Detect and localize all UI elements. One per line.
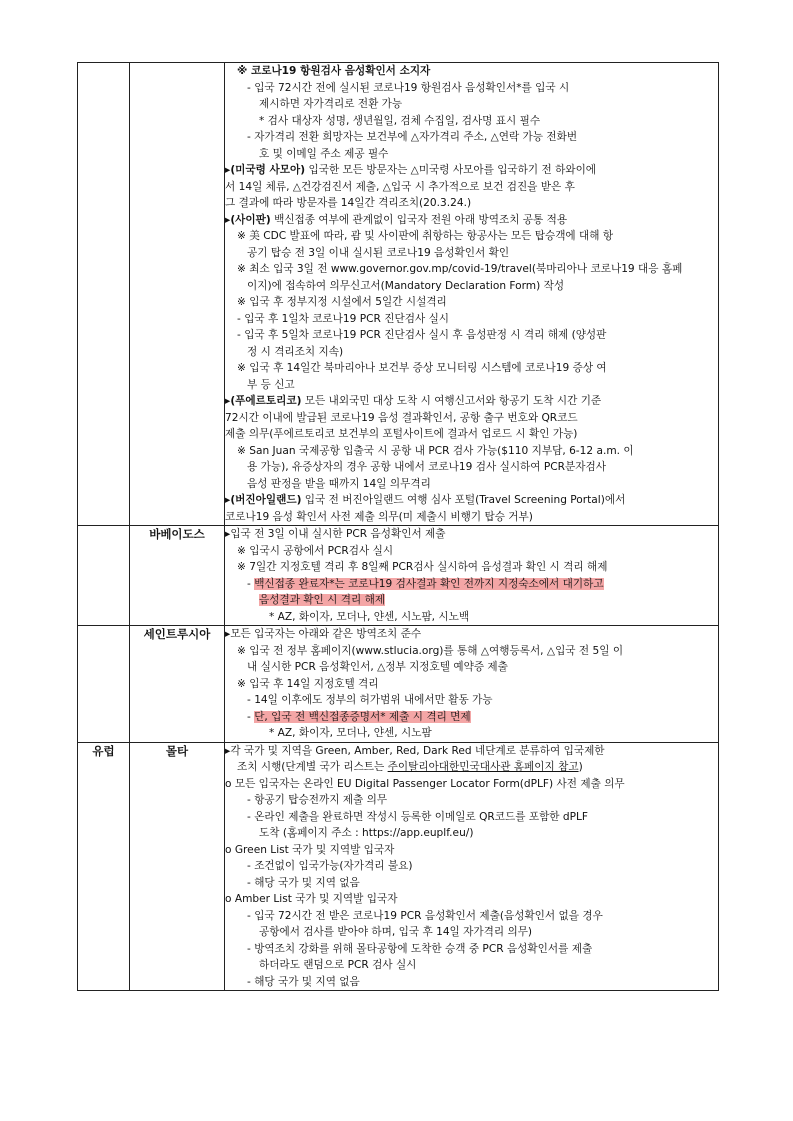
text-line [225, 809, 718, 826]
text-line [225, 426, 718, 443]
text-line [225, 294, 718, 311]
text-line [225, 278, 718, 295]
text-segment: - 온라인 제출을 완료하면 작성시 등록한 이메일로 QR코드를 포함한 dPLF [247, 810, 589, 823]
text-segment: ※ 입국시 공항에서 PCR검사 실시 [237, 544, 394, 557]
text-line [225, 195, 718, 212]
text-segment: 하더라도 랜덤으로 PCR 검사 실시 [259, 959, 417, 971]
region-cell [78, 526, 130, 626]
text-line [225, 96, 718, 113]
text-segment: 호 및 이메일 주소 제공 필수 [259, 147, 389, 160]
text-segment: ※ 7일간 지정호텔 격리 후 8일째 PCR검사 실시하여 음성결과 확인 시 격리 해제 [237, 561, 608, 573]
text-segment: ▸ [225, 395, 231, 407]
text-line [225, 609, 718, 626]
text-segment: ) [578, 761, 583, 773]
text-segment: 용 가능), 유증상자의 경우 공항 내에서 코로나19 검사 실시하여 PCR분자검사 [247, 461, 606, 473]
text-segment: 입국한 모든 방문자는 △미국령 사모아를 입국하기 전 하와이에 [305, 164, 597, 176]
text-segment: 그 결과에 따라 방문자를 14일간 격리조치(20.3.24.) [225, 197, 472, 209]
text-line [225, 576, 718, 593]
highlighted-text: 단, 입국 전 백신접종증명서* 제출 시 격리 면제 [254, 710, 471, 723]
text-line [225, 957, 718, 974]
text-line [225, 245, 718, 262]
text-line [225, 709, 718, 726]
text-line [225, 113, 718, 130]
text-segment: - 조건없이 입국가능(자가격리 불요) [247, 860, 413, 872]
text-segment: 모든 내외국민 대상 도착 시 여행신고서와 항공기 도착 시간 기준 [301, 395, 602, 407]
text-segment: o Green List 국가 및 지역발 입국자 [225, 843, 395, 856]
text-line [225, 526, 718, 543]
text-segment: 백신접종 여부에 관계없이 입국자 전원 아래 방역조치 공통 적용 [270, 213, 568, 226]
text-line [225, 228, 718, 245]
table-row [78, 626, 719, 743]
text-segment: 음성 판정을 받을 때까지 14일 의무격리 [247, 477, 431, 490]
text-segment: o 모든 입국자는 온라인 EU Digital Passenger Locator Form(dPLF) 사전 제출 의무 [225, 777, 625, 790]
text-line [225, 261, 718, 278]
text-segment: ▸입국 전 3일 이내 실시한 PCR 음성확인서 제출 [225, 528, 446, 540]
text-line [225, 759, 718, 776]
text-line [225, 63, 718, 80]
text-segment: - 자가격리 전환 희망자는 보건부에 △자가격리 주소, △연락 가능 전화번 [247, 131, 578, 143]
highlighted-text: 음성결과 확인 시 격리 해제 [259, 594, 386, 606]
text-segment: * AZ, 화이자, 모더나, 얀센, 시노팜, 시노백 [269, 610, 470, 623]
text-line [225, 377, 718, 394]
text-segment: - 입국 72시간 전 받은 코로나19 PCR 음성확인서 제출(음성확인서 없을 경우 [247, 909, 603, 922]
text-line [225, 626, 718, 643]
text-line [225, 825, 718, 842]
text-segment: - 14일 이후에도 정부의 허가범위 내에서만 활동 가능 [247, 694, 493, 706]
table-row [78, 742, 719, 991]
text-line [225, 476, 718, 493]
text-segment: - [247, 577, 255, 590]
text-line [225, 443, 718, 460]
text-segment: 정 시 격리조치 지속) [247, 345, 344, 358]
text-segment: 72시간 이내에 발급된 코로나19 음성 결과확인서, 공항 출구 번호와 QR코드 [225, 411, 578, 424]
text-line [225, 80, 718, 97]
text-line [225, 858, 718, 875]
text-line [225, 891, 718, 908]
text-segment: - 입국 후 5일차 코로나19 PCR 진단검사 실시 후 음성판정 시 격리 해제 (양성판 [237, 329, 607, 341]
text-segment: ▸ [225, 494, 231, 506]
text-segment: o Amber List 국가 및 지역발 입국자 [225, 893, 398, 905]
text-line [225, 393, 718, 410]
text-line [225, 676, 718, 693]
text-line [225, 212, 718, 229]
text-segment: 코로나19 음성 확인서 사전 제출 의무(미 제출시 비행기 탑승 거부) [225, 510, 533, 523]
country-cell [130, 63, 225, 526]
text-line [225, 792, 718, 809]
content-cell [225, 526, 719, 626]
text-segment: - 항공기 탑승전까지 제출 의무 [247, 794, 388, 806]
text-line [225, 327, 718, 344]
text-segment: 부 등 신고 [247, 378, 295, 391]
text-line [225, 592, 718, 609]
text-line [225, 908, 718, 925]
text-line [225, 410, 718, 427]
text-segment: 입국 전 버진아일랜드 여행 심사 포털(Travel Screening Portal)에서 [301, 494, 626, 506]
text-segment: ▸모든 입국자는 아래와 같은 방역조치 준수 [225, 628, 422, 640]
text-segment: 도착 (홈페이지 주소 : https://app.euplf.eu/) [259, 827, 474, 839]
text-line [225, 776, 718, 793]
table-row [78, 526, 719, 626]
text-line [225, 974, 718, 991]
text-segment: ▸ [225, 164, 231, 176]
text-line [225, 492, 718, 509]
region-cell: 유럽 [78, 742, 130, 991]
text-line [225, 360, 718, 377]
text-segment: - 방역조치 강화를 위해 몰타공항에 도착한 승객 중 PCR 음성확인서를 제출 [247, 942, 593, 955]
content-cell [225, 63, 719, 526]
text-line [225, 875, 718, 892]
region-cell [78, 626, 130, 743]
text-line [225, 162, 718, 179]
text-line [225, 509, 718, 526]
text-segment: * 검사 대상자 성명, 생년월일, 검체 수집일, 검사명 표시 필수 [259, 114, 541, 127]
table-row [78, 63, 719, 526]
text-segment: 공항에서 검사를 받아야 하며, 입국 후 14일 자가격리 의무) [259, 926, 533, 938]
text-segment: 이지)에 접속하여 의무신고서(Mandatory Declaration Form) 작성 [247, 279, 565, 292]
text-segment: (사이판) [230, 213, 271, 226]
text-segment: 서 14일 체류, △건강검진서 제출, △입국 시 추가적으로 보건 검진을 받은 후 [225, 180, 575, 193]
text-line [225, 559, 718, 576]
text-segment: ※ 입국 후 14일 지정호텔 격리 [237, 677, 379, 690]
text-segment: (버진아일랜드) [230, 494, 302, 506]
text-line [225, 311, 718, 328]
text-segment: 조치 시행(단계별 국가 리스트는 [237, 761, 388, 773]
content-cell [225, 626, 719, 743]
text-line [225, 129, 718, 146]
text-line [225, 941, 718, 958]
text-line [225, 459, 718, 476]
text-segment: 제출 의무(푸에르토리코 보건부의 포털사이트에 결과서 업로드 시 확인 가능) [225, 428, 578, 440]
text-segment: - [247, 710, 255, 723]
text-segment: ※ 최소 입국 3일 전 www.governor.gov.mp/covid-19/travel(북마리아나 코로나19 대응 홈페 [237, 263, 683, 275]
text-segment: ※ 입국 후 14일간 북마리아나 보건부 증상 모니터링 시스템에 코로나19 증상 여 [237, 362, 607, 374]
region-cell [78, 63, 130, 526]
text-line [225, 659, 718, 676]
text-line [225, 743, 718, 760]
text-segment: ※ 美 CDC 발표에 따라, 괌 및 사이판에 취항하는 항공사는 모든 탑승객에 대해 항 [237, 230, 614, 242]
text-segment: (미국령 사모아) [230, 164, 306, 176]
country-cell: 몰타 [130, 742, 225, 991]
text-segment: ▸ [225, 213, 231, 226]
text-line [225, 924, 718, 941]
country-cell: 세인트루시아 [130, 626, 225, 743]
text-segment: ※ 입국 후 정부지정 시설에서 5일간 시설격리 [237, 296, 447, 308]
text-segment: (푸에르토리코) [230, 395, 302, 407]
text-segment: ※ 코로나19 항원검사 음성확인서 소지자 [237, 65, 431, 77]
text-line [225, 692, 718, 709]
text-segment: - 해당 국가 및 지역 없음 [247, 876, 360, 889]
text-segment: ※ 입국 전 정부 홈페이지(www.stlucia.org)를 통해 △여행등록서, △입국 전 5일 이 [237, 644, 624, 657]
text-line [225, 146, 718, 163]
embassy-link[interactable]: 주이탈리아대한민국대사관 홈페이지 참고 [387, 761, 579, 773]
text-segment: - 해당 국가 및 지역 없음 [247, 975, 360, 988]
country-cell: 바베이도스 [130, 526, 225, 626]
text-segment: - 입국 후 1일차 코로나19 PCR 진단검사 실시 [237, 312, 450, 325]
highlighted-text: 백신접종 완료자*는 코로나19 검사결과 확인 전까지 지정숙소에서 대기하고 [254, 577, 604, 590]
entry-restrictions-table [77, 62, 719, 991]
text-segment: 내 실시한 PCR 음성확인서, △정부 지정호텔 예약증 제출 [247, 661, 508, 673]
text-line [225, 842, 718, 859]
content-cell [225, 742, 719, 991]
text-line [225, 543, 718, 560]
text-segment: ※ San Juan 국제공항 입출국 시 공항 내 PCR 검사 가능($110 지부담, 6-12 a.m. 이 [237, 444, 634, 457]
text-line [225, 344, 718, 361]
text-segment: ▸각 국가 및 지역을 Green, Amber, Red, Dark Red 네단계로 분류하여 입국제한 [225, 744, 605, 757]
text-line [225, 725, 718, 742]
text-line [225, 179, 718, 196]
text-segment: 공기 탑승 전 3일 이내 실시된 코로나19 음성확인서 확인 [247, 246, 510, 259]
text-segment: * AZ, 화이자, 모더나, 얀센, 시노팜 [269, 727, 432, 739]
text-line [225, 643, 718, 660]
text-segment: - 입국 72시간 전에 실시된 코로나19 항원검사 음성확인서*를 입국 시 [247, 81, 570, 94]
text-segment: 제시하면 자가격리로 전환 가능 [259, 98, 403, 110]
